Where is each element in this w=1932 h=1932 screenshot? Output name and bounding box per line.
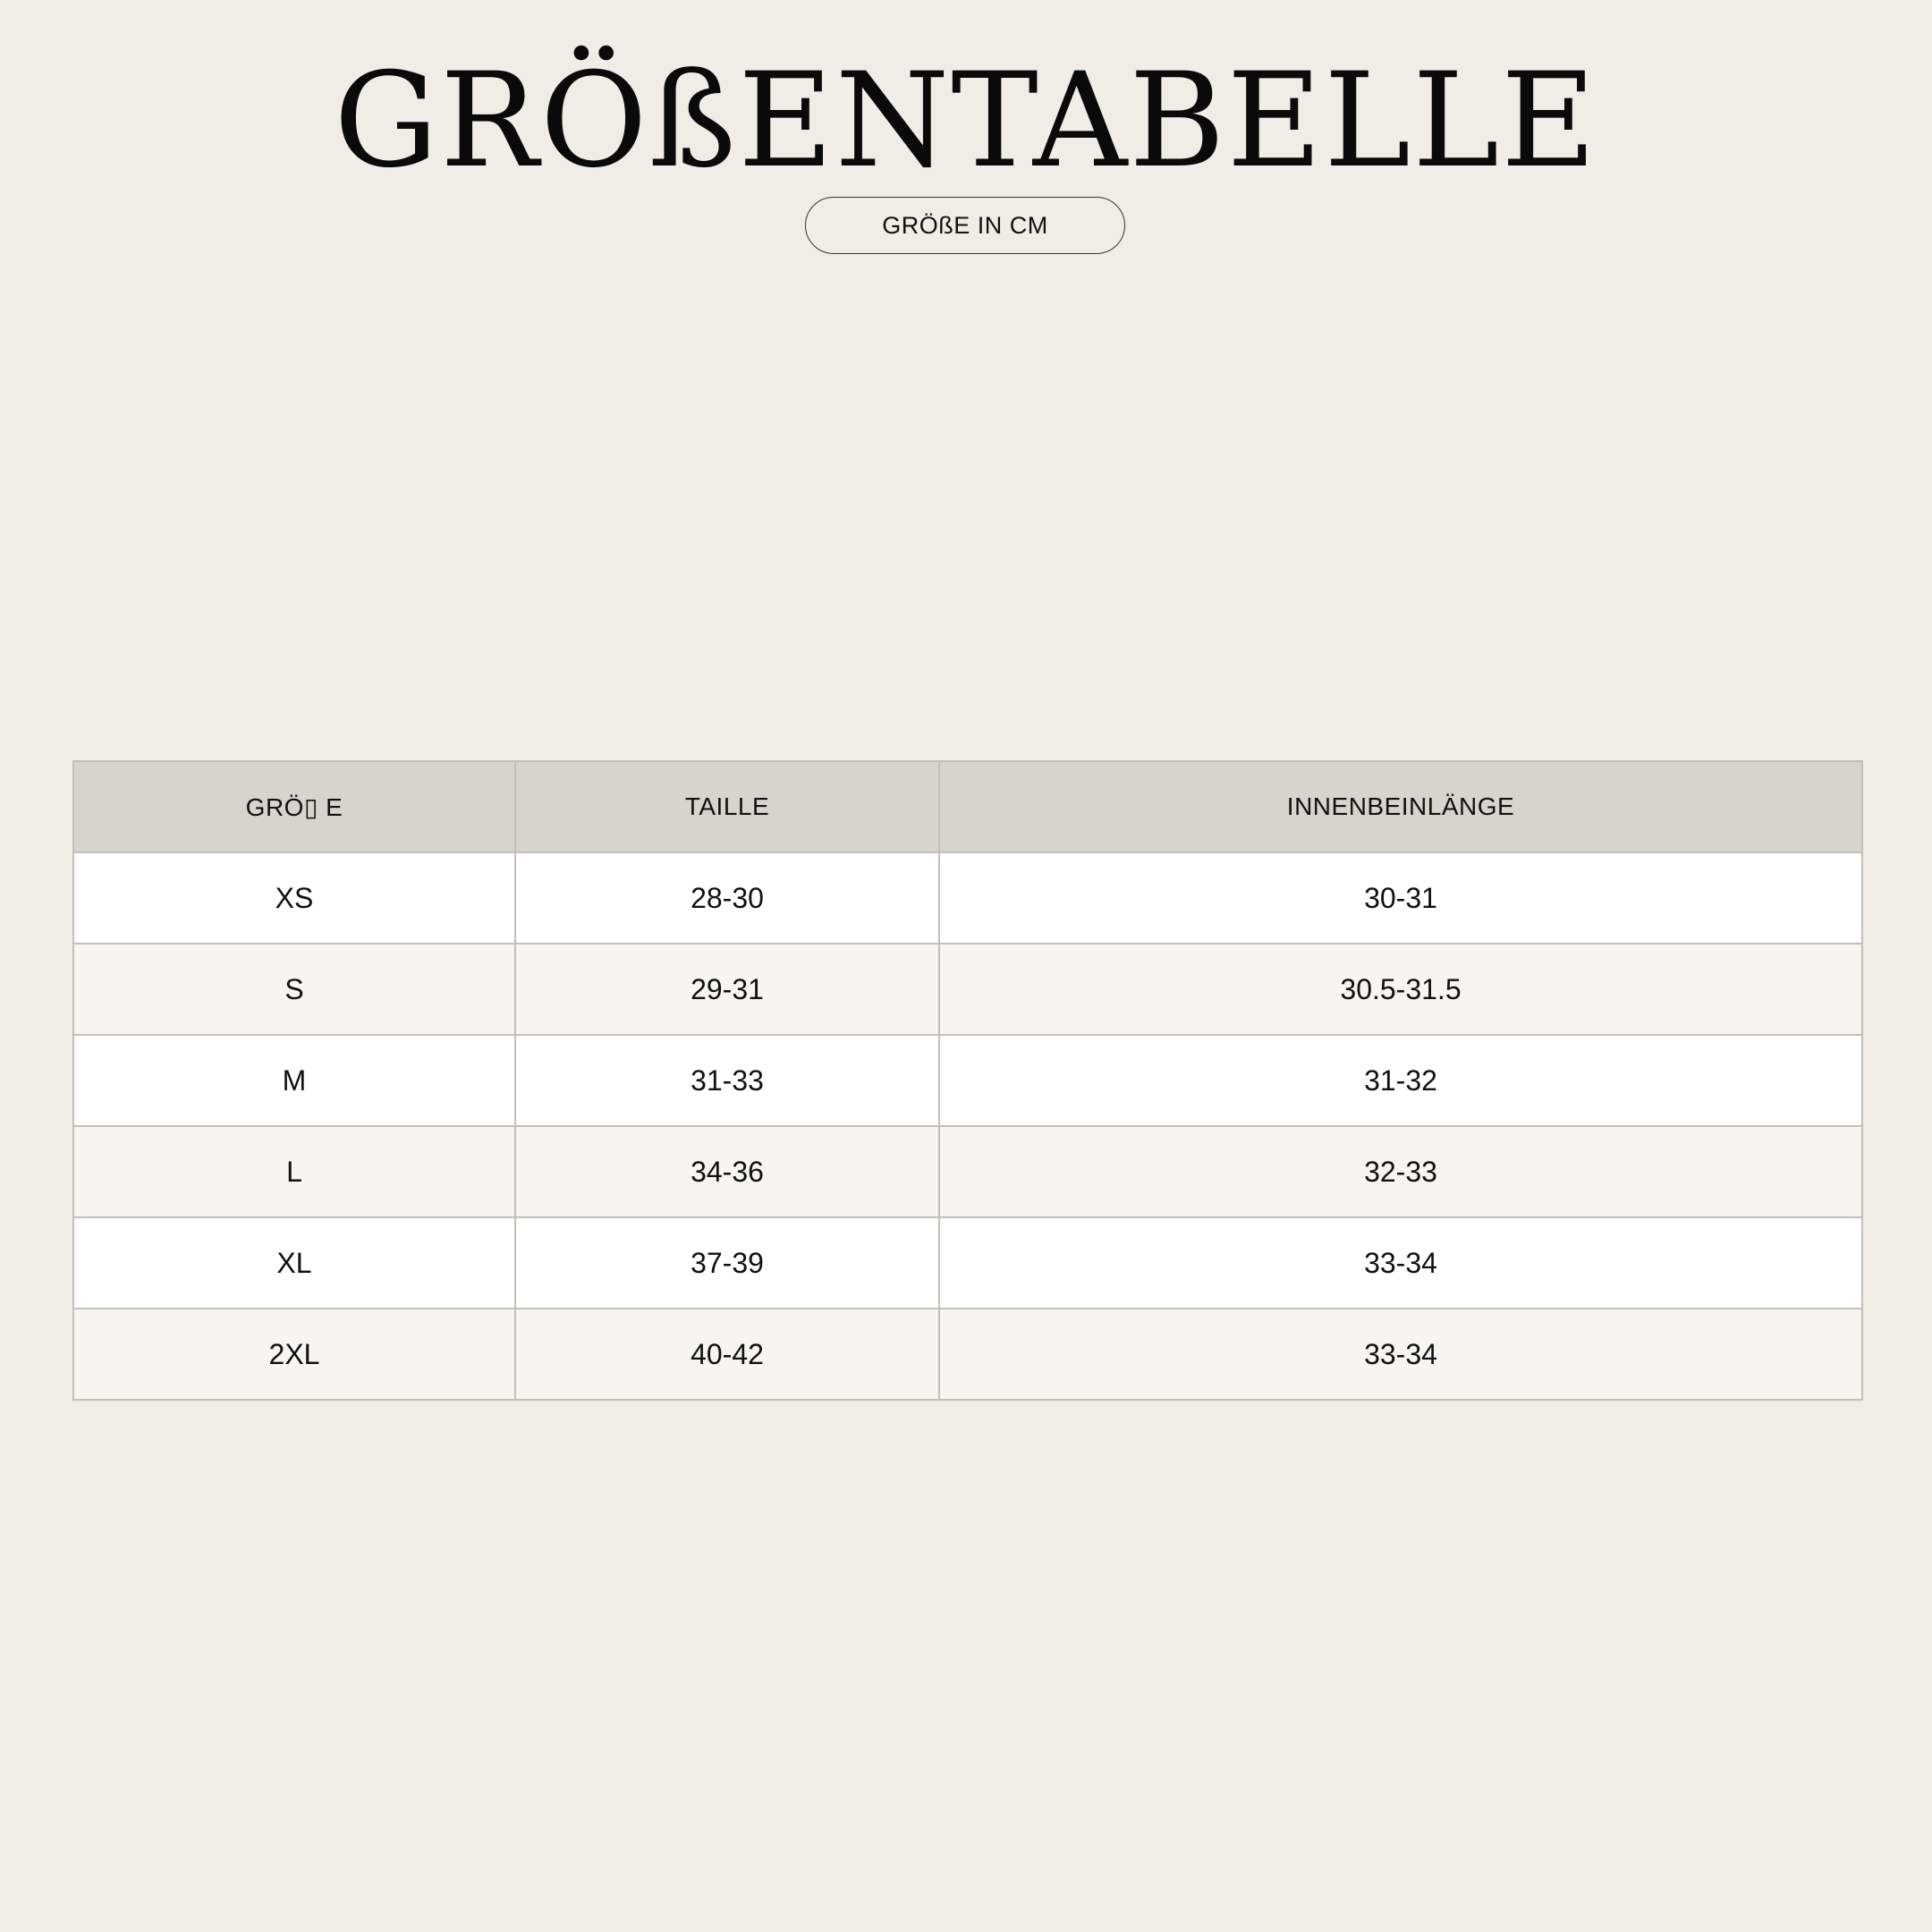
cell-inseam: 33-34 <box>939 1309 1862 1400</box>
cell-size: M <box>73 1035 515 1126</box>
table-header-row <box>73 761 1862 852</box>
table-row <box>73 1309 1862 1400</box>
header-waist: TAILLE <box>515 761 939 852</box>
unit-badge <box>805 197 1125 254</box>
unit-badge-label: GRÖßE IN CM <box>882 211 1048 239</box>
table-row <box>73 1126 1862 1217</box>
table-row <box>73 1217 1862 1309</box>
cell-waist: 37-39 <box>515 1217 939 1309</box>
cell-size: XS <box>73 852 515 944</box>
cell-waist: 28-30 <box>515 852 939 944</box>
cell-waist: 29-31 <box>515 944 939 1035</box>
table-row <box>73 1035 1862 1126</box>
cell-inseam: 30.5-31.5 <box>939 944 1862 1035</box>
cell-size: L <box>73 1126 515 1217</box>
cell-inseam: 30-31 <box>939 852 1862 944</box>
cell-size: S <box>73 944 515 1035</box>
cell-inseam: 32-33 <box>939 1126 1862 1217</box>
header-inseam: INNENBEINLÄNGE <box>939 761 1862 852</box>
table-row <box>73 944 1862 1035</box>
page-title: GRÖßENTABELLE <box>334 45 1598 197</box>
table-row <box>73 852 1862 944</box>
cell-size: XL <box>73 1217 515 1309</box>
cell-size: 2XL <box>73 1309 515 1400</box>
header-size: GRÖ▯ E <box>73 761 515 852</box>
cell-inseam: 33-34 <box>939 1217 1862 1309</box>
cell-waist: 31-33 <box>515 1035 939 1126</box>
cell-waist: 34-36 <box>515 1126 939 1217</box>
cell-waist: 40-42 <box>515 1309 939 1400</box>
cell-inseam: 31-32 <box>939 1035 1862 1126</box>
size-chart-table <box>72 760 1863 1401</box>
